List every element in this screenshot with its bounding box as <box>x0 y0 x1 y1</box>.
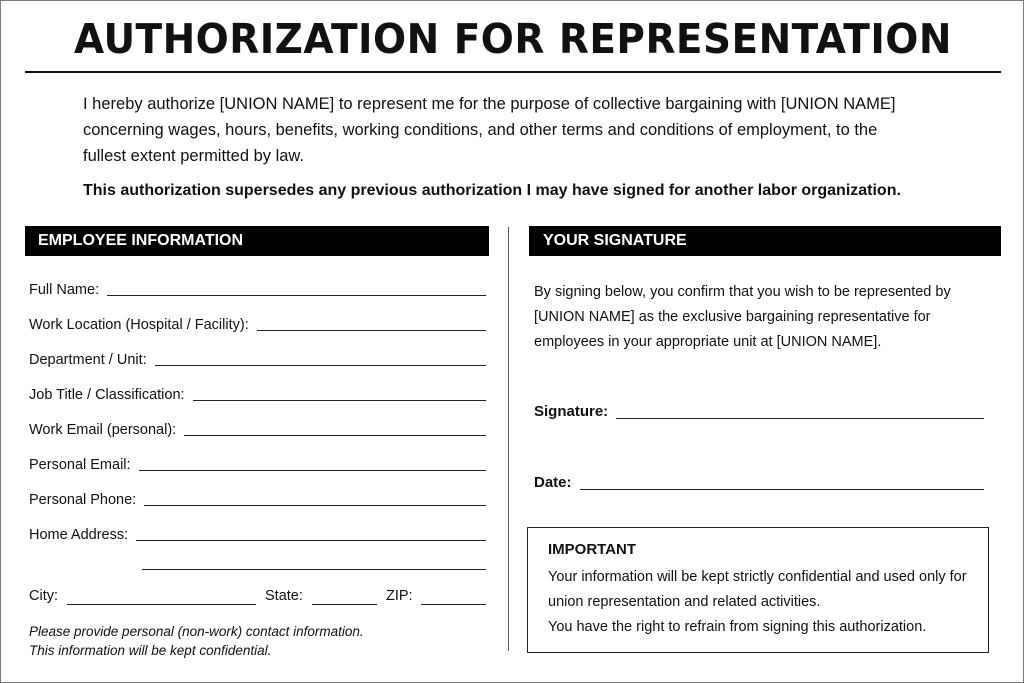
zip-line[interactable] <box>421 604 486 605</box>
signature-heading: YOUR SIGNATURE <box>529 226 1001 256</box>
department-line[interactable] <box>155 365 486 366</box>
important-refrain-text: You have the right to refrain from signing this authorization. <box>548 619 927 635</box>
personal-phone-line[interactable] <box>144 505 486 506</box>
work-email-label: Work Email (personal): <box>29 422 177 438</box>
department-field[interactable] <box>29 349 486 369</box>
signature-line[interactable] <box>616 418 984 419</box>
personal-phone-field[interactable] <box>29 489 486 509</box>
work-location-field[interactable] <box>29 314 486 334</box>
home-address-field[interactable] <box>29 524 486 544</box>
zip-label: ZIP: <box>386 588 413 604</box>
contact-note-line-1: Please provide personal (non-work) contact information. <box>29 624 364 639</box>
state-label: State: <box>265 588 303 604</box>
state-line[interactable] <box>312 604 377 605</box>
signature-consent-text: By signing below, you confirm that you wish to be represented by [UNION NAME] as the exclusive bargaining representative for employees in your appropriate unit at [UNION NAME]. <box>534 284 951 350</box>
city-label: City: <box>29 588 58 604</box>
column-divider <box>508 227 509 651</box>
date-line[interactable] <box>580 489 984 490</box>
work-email-field[interactable] <box>29 419 486 439</box>
personal-email-line[interactable] <box>139 470 486 471</box>
supersede-statement: This authorization supersedes any previous authorization I may have signed for another labor organization. <box>83 182 901 199</box>
signature-field[interactable] <box>534 400 984 422</box>
job-title-line[interactable] <box>193 400 486 401</box>
full-name-field[interactable] <box>29 279 486 299</box>
work-location-label: Work Location (Hospital / Facility): <box>29 317 249 333</box>
authorization-statement: I hereby authorize [UNION NAME] to represent me for the purpose of collective bargaining with [UNION NAME] concerning wages, hours, benefits, working conditions, and other terms and conditions of employment, to the fullest extent permitted by law. <box>83 95 896 165</box>
title-rule <box>25 71 1001 73</box>
important-heading: IMPORTANT <box>548 541 637 558</box>
form-title: AUTHORIZATION FOR REPRESENTATION <box>74 15 952 63</box>
job-title-field[interactable] <box>29 384 486 404</box>
signature-label: Signature: <box>534 403 609 420</box>
full-name-line[interactable] <box>107 295 486 296</box>
important-confidential-text: Your information will be kept strictly confidential and used only for union representation and related activities. <box>548 569 967 610</box>
home-address-line-2[interactable] <box>142 569 486 570</box>
personal-phone-label: Personal Phone: <box>29 492 137 508</box>
date-field[interactable] <box>534 471 984 493</box>
work-location-line[interactable] <box>257 330 486 331</box>
city-state-zip-row <box>29 586 486 606</box>
city-line[interactable] <box>67 604 256 605</box>
important-notice-box <box>527 527 989 653</box>
personal-email-label: Personal Email: <box>29 457 131 473</box>
date-label: Date: <box>534 474 572 491</box>
contact-note <box>29 622 489 660</box>
home-address-label: Home Address: <box>29 527 129 543</box>
contact-note-line-2: This information will be kept confidential. <box>29 643 272 658</box>
employee-info-heading: EMPLOYEE INFORMATION <box>25 226 489 256</box>
department-label: Department / Unit: <box>29 352 147 368</box>
job-title-label: Job Title / Classification: <box>29 387 185 403</box>
home-address-line[interactable] <box>136 540 486 541</box>
personal-email-field[interactable] <box>29 454 486 474</box>
work-email-line[interactable] <box>184 435 486 436</box>
full-name-label: Full Name: <box>29 282 100 298</box>
